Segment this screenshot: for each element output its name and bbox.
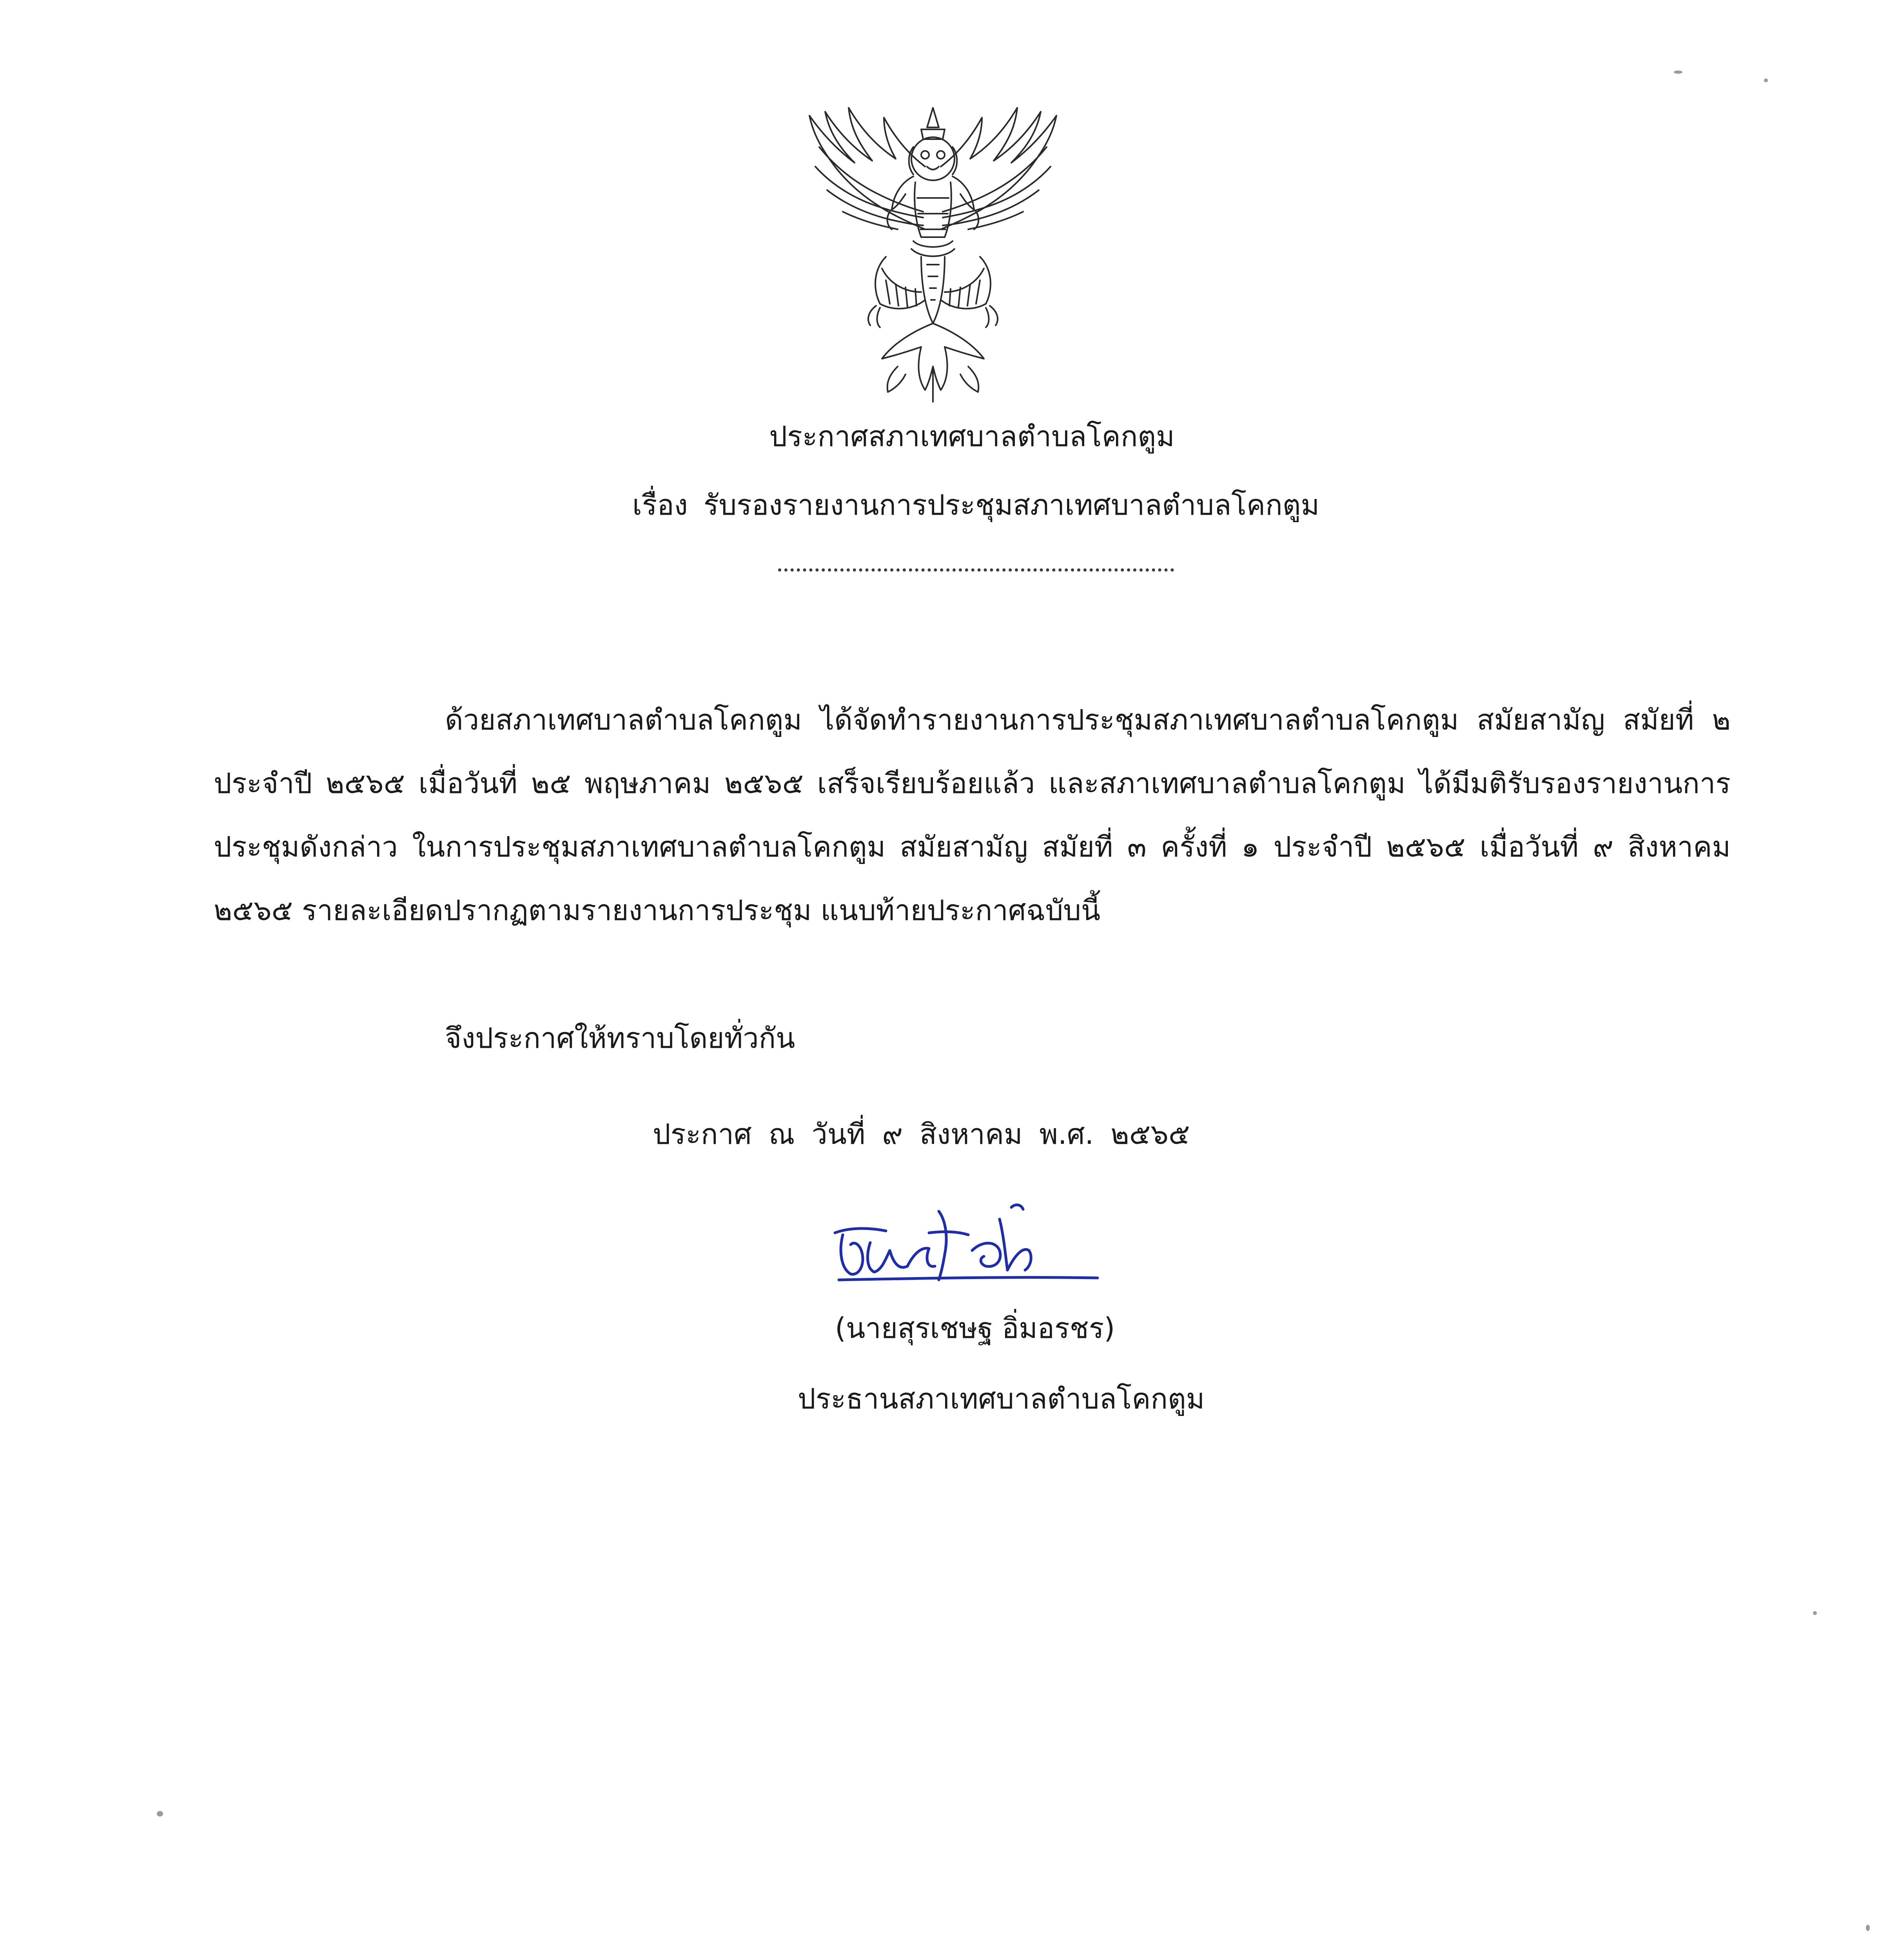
announcement-date: ประกาศ ณ วันที่ ๙ สิงหาคม พ.ศ. ๒๕๖๕ <box>653 1118 1190 1151</box>
scan-speck <box>1866 1925 1870 1931</box>
body-paragraph: ด้วยสภาเทศบาลตำบลโคกตูม ได้จัดทำรายงานการประชุมสภาเทศบาลตำบลโคกตูม สมัยสามัญ สมัยที่ ๒ ประจำปี ๒๕๖๕ เมื่อวันที่ ๒๕ พฤษภาคม ๒๕๖๕ เสร็จเรียบร้อยแล้ว และสภาเทศบาลตำบลโคกตูม ได้มีมติรับรองรายงานการประชุมดังกล่าว ในการประชุมสภาเทศบาลตำบลโคกตูม สมัยสามัญ สมัยที่ ๓ ครั้งที่ ๑ ประจำปี ๒๕๖๕ เมื่อวันที่ ๙ สิงหาคม ๒๕๖๕ รายละเอียดปรากฏตามรายงานการประชุม แนบท้ายประกาศฉบับนี้ <box>214 703 1731 927</box>
closing-statement: จึงประกาศให้ทราบโดยทั่วกัน <box>445 1022 795 1054</box>
separator-line <box>778 568 1174 572</box>
scan-speck <box>1764 78 1768 82</box>
announcement-title: ประกาศสภาเทศบาลตำบลโคกตูม <box>769 420 1175 453</box>
signer-position: ประธานสภาเทศบาลตำบลโคกตูม <box>798 1382 1205 1415</box>
garuda-emblem-icon <box>796 100 1070 410</box>
scan-speck <box>1813 1611 1817 1615</box>
signer-name: (นายสุรเชษฐ อิ่มอรชร) <box>835 1312 1115 1345</box>
announcement-subject <box>31 488 1889 522</box>
handwritten-signature-icon <box>827 1196 1125 1313</box>
scan-speck <box>1674 71 1682 74</box>
subject-text: รับรองรายงานการประชุมสภาเทศบาลตำบลโคกตูม <box>703 488 1319 521</box>
scan-speck <box>157 1811 163 1817</box>
subject-label: เรื่อง <box>632 488 688 521</box>
